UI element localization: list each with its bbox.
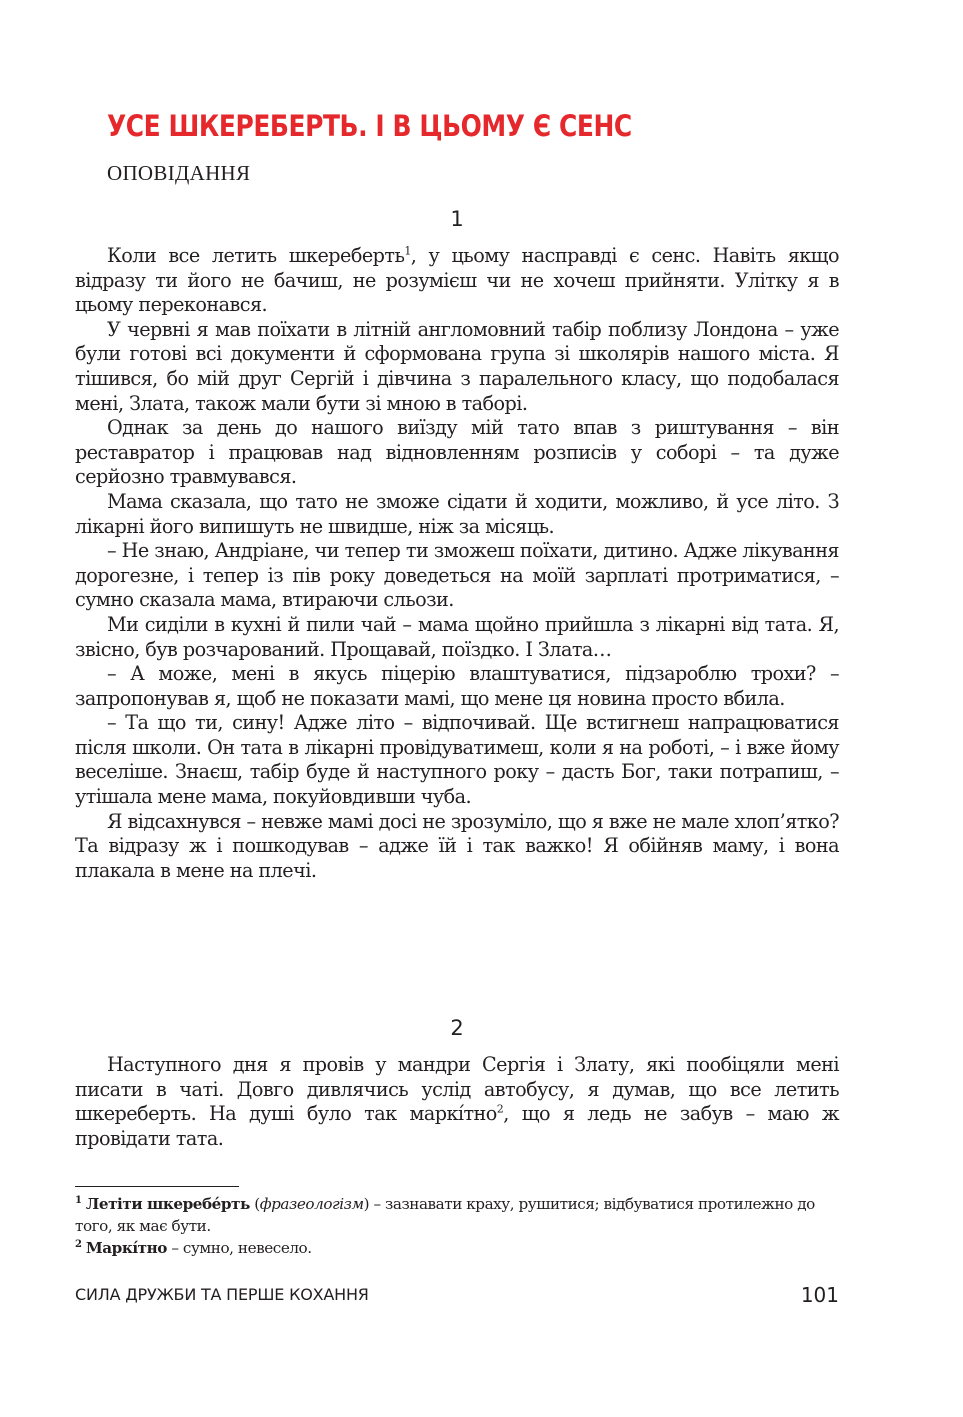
story-title: УСЕ ШКЕРЕБЕРТЬ. І В ЦЬОМУ Є СЕНС [107, 109, 632, 143]
section-1-text [75, 244, 839, 883]
section-number: 1 [450, 207, 464, 231]
paragraph: – Не знаю, Андріане, чи тепер ти зможеш поїхати, дитино. Адже лікування дорогезне, і тепер із пів року доведеться на моїй зарплаті протриматися, – сумно сказала мама, втираючи сльози. [75, 539, 839, 612]
footnote: $^1$ Летіти шкеребе́рть (фразеологізм) – зазнавати краху, рушитися; відбуватися протилежно до того, як має бути. [75, 1194, 815, 1235]
paragraph: – А може, мені в якусь піцерію влаштуватися, підзароблю трохи? – запропонував я, щоб не показати мамі, що мене ця новина просто вбила. [75, 662, 839, 710]
footnotes [75, 1193, 839, 1259]
page [75, 0, 839, 1417]
paragraph: У червні я мав поїхати в літній англомовний табір поблизу Лондона – уже були готові всі документи й сформована група зі школярів нашого міста. Я тішився, бо мій друг Сергій і дівчина з паралельного класу, що подобалася мені, Злата, також мали бути зі мною в таборі. [75, 317, 839, 415]
section-2-text [75, 1053, 839, 1151]
footnote-divider [75, 1186, 239, 1187]
section-number: 2 [450, 1016, 464, 1040]
footnote-ref: 1 [404, 244, 411, 258]
footnote-ref: 2 [496, 1102, 504, 1116]
running-footer-title: СИЛА ДРУЖБИ ТА ПЕРШЕ КОХАННЯ [75, 1285, 369, 1304]
paragraph: Я відсахнувся – невже мамі досі не зрозуміло, що я вже не мале хлоп’ятко? Та відразу ж і пошкодував – адже їй і так важко! Я обійняв маму, і вона плакала в мене на плечі. [75, 809, 839, 882]
paragraph: Мама сказала, що тато не зможе сідати й ходити, можливо, й усе літо. З лікарні його випишуть не швидше, ніж за місяць. [75, 489, 839, 538]
page-number: 101 [800, 1283, 839, 1307]
paragraph: Наступного дня я провів у мандри Сергія і Злату, які пообіцяли мені писати в чаті. Довго дивлячись услід автобусу, я думав, що все летить шкереберть. На душі було так маркі́тно$^2$, що я ледь не забув – маю ж провідати тата. [75, 1053, 839, 1150]
paragraph: – Та що ти, сину! Адже літо – відпочивай. Ще встигнеш напрацюватися після школи. Он тата в лікарні провідуватимеш, коли я на роботі, – і вже йому веселіше. Знаєш, табір буде й наступного року – дасть Бог, таки потрапиш, – утішала мене мама, покуйовдивши чуба. [75, 711, 839, 809]
genre-label: ОПОВІДАННЯ [107, 161, 251, 185]
paragraph: Однак за день до нашого виїзду мій тато впав з риштування – він реставратор і працював над відновленням розписів у соборі – та дуже серйозно травмувався. [75, 416, 839, 489]
paragraph: Коли все летить шкереберть$^1$, у цьому насправді є сенс. Навіть якщо відразу ти його не бачиш, не розумієш чи не хочеш прийняти. Улітку я в цьому переконався. [75, 244, 839, 317]
footnote: $^2$ Маркі́тно – сумно, невесело. [75, 1238, 312, 1257]
paragraph: Ми сиділи в кухні й пили чай – мама щойно прийшла з лікарні від тата. Я, звісно, був розчарований. Прощавай, поїздко. І Злата… [75, 612, 839, 661]
